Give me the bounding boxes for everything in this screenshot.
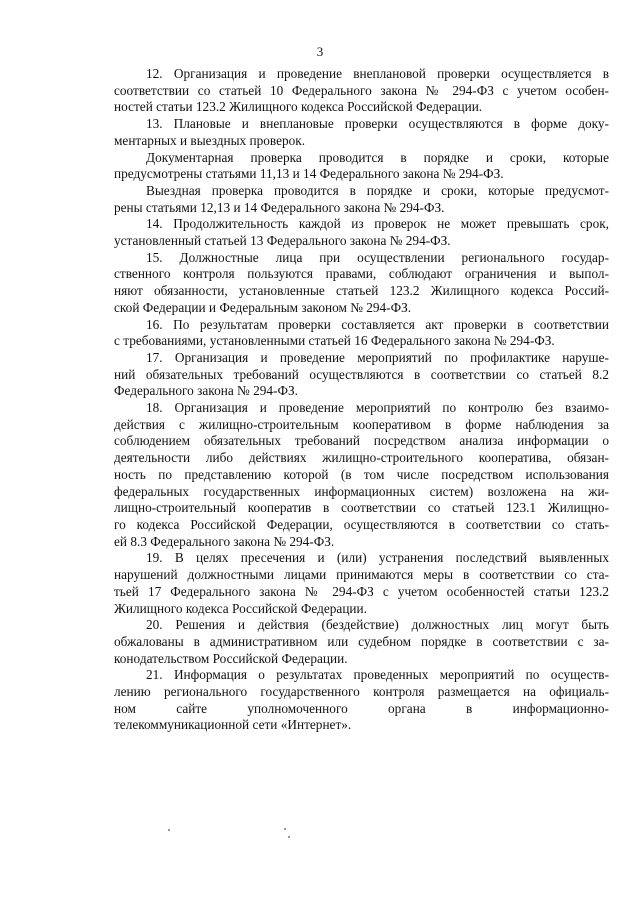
text-line: 21. Информация о результатах проведенных мероприятий по осуществ- — [146, 667, 609, 683]
text-line: ментарных и выездных проверок. — [114, 132, 306, 148]
text-line: 16. По результатам проверки составляется акт проверки в соответствии — [146, 316, 609, 332]
paragraph — [114, 617, 609, 667]
text-line: нарушений должностными лицами принимаются меры в соответствии со ста- — [114, 567, 609, 583]
text-line: 15. Должностные лица при осуществлении регионального государ- — [146, 249, 609, 265]
text-line: лению регионального государственного контроля размещается на официаль- — [114, 684, 609, 700]
text-line: федеральных государственных информационных систем) возложена на жи- — [114, 483, 609, 499]
text-line: конодательством Российской Федерации. — [114, 650, 348, 666]
paragraph — [114, 216, 609, 249]
paragraph — [114, 400, 609, 550]
paragraph — [114, 183, 609, 216]
text-line: ний обязательных требований осуществляются в соответствии со статьей 8.2 — [114, 366, 609, 382]
text-line: с требованиями, установленными статьей 16 Федерального закона № 294-ФЗ. — [114, 333, 555, 349]
text-line: соблюдением обязательных требований посредством анализа информации о — [114, 433, 609, 449]
scan-speck — [288, 836, 290, 838]
text-line: ственного контроля пользуются правами, соблюдают ограничения и выпол- — [114, 266, 609, 282]
paragraph — [114, 250, 609, 317]
text-line: 20. Решения и действия (бездействие) должностных лиц могут быть — [146, 617, 609, 633]
text-line: Документарная проверка проводится в порядке и сроки, которые — [146, 149, 609, 165]
text-line: Жилищного кодекса Российской Федерации. — [114, 600, 367, 616]
text-line: обжалованы в административном или судебном порядке в соответствии с за- — [114, 633, 609, 649]
paragraph — [114, 66, 609, 116]
text-line: тьей 17 Федерального закона № 294-ФЗ с учетом особенностей статьи 123.2 — [114, 583, 609, 599]
text-line: лищно-строительный кооператив в соответствии со статьей 123.1 Жилищно- — [114, 500, 609, 516]
text-line: 12. Организация и проведение внеплановой проверки осуществляется в — [146, 66, 609, 81]
scan-speck — [168, 829, 170, 831]
paragraph — [114, 116, 609, 149]
text-line: Выездная проверка проводится в порядке и сроки, которые предусмот- — [146, 182, 609, 198]
text-line: 18. Организация и проведение мероприятий по контролю без взаимо- — [146, 400, 609, 416]
text-line: деятельности либо действиях жилищно-строительного кооператива, обязан- — [114, 450, 609, 466]
page-number: 3 — [316, 44, 324, 59]
text-line: рены статьями 12,13 и 14 Федерального закона № 294-ФЗ. — [114, 199, 445, 215]
text-line: телекоммуникационной сети «Интернет». — [114, 717, 352, 733]
text-line: Федерального закона № 294-ФЗ. — [114, 383, 298, 399]
paragraph — [114, 350, 609, 400]
text-line: действия с жилищно-строительным кооперативом в форме наблюдения за — [114, 416, 609, 432]
text-line: 17. Организация и проведение мероприятий по профилактике наруше- — [146, 349, 609, 365]
text-line: 19. В целях пресечения и (или) устранения последствий выявленных — [146, 550, 609, 566]
text-line: ном сайте уполномоченного органа в информационно- — [114, 700, 609, 716]
scan-speck — [284, 828, 286, 830]
paragraph — [114, 667, 609, 734]
text-line: установленный статьей 13 Федерального закона № 294-ФЗ. — [114, 233, 451, 249]
text-line: няют обязанности, установленные статьей 123.2 Жилищного кодекса Россий- — [114, 283, 609, 299]
paragraph — [114, 550, 609, 617]
text-line: 13. Плановые и внеплановые проверки осуществляются в форме доку- — [146, 116, 609, 132]
document-body — [114, 66, 609, 734]
text-line: ской Федерации и Федеральным законом № 294-ФЗ. — [114, 299, 412, 315]
text-line: ностей статьи 123.2 Жилищного кодекса Российской Федерации. — [114, 99, 483, 115]
text-line: 14. Продолжительность каждой из проверок не может превышать срок, — [146, 216, 609, 232]
text-line: предусмотрены статьями 11,13 и 14 Федерального закона № 294-ФЗ. — [114, 166, 504, 182]
paragraph — [114, 150, 609, 183]
text-line: го кодекса Российской Федерации, осуществляются в соответствии со стать- — [114, 516, 609, 532]
text-line: соответствии со статьей 10 Федерального закона № 294-ФЗ с учетом особен- — [114, 82, 609, 98]
text-line: ность по представлению которой (в том числе посредством использования — [114, 466, 609, 482]
paragraph — [114, 317, 609, 350]
text-line: ей 8.3 Федерального закона № 294-ФЗ. — [114, 533, 335, 549]
